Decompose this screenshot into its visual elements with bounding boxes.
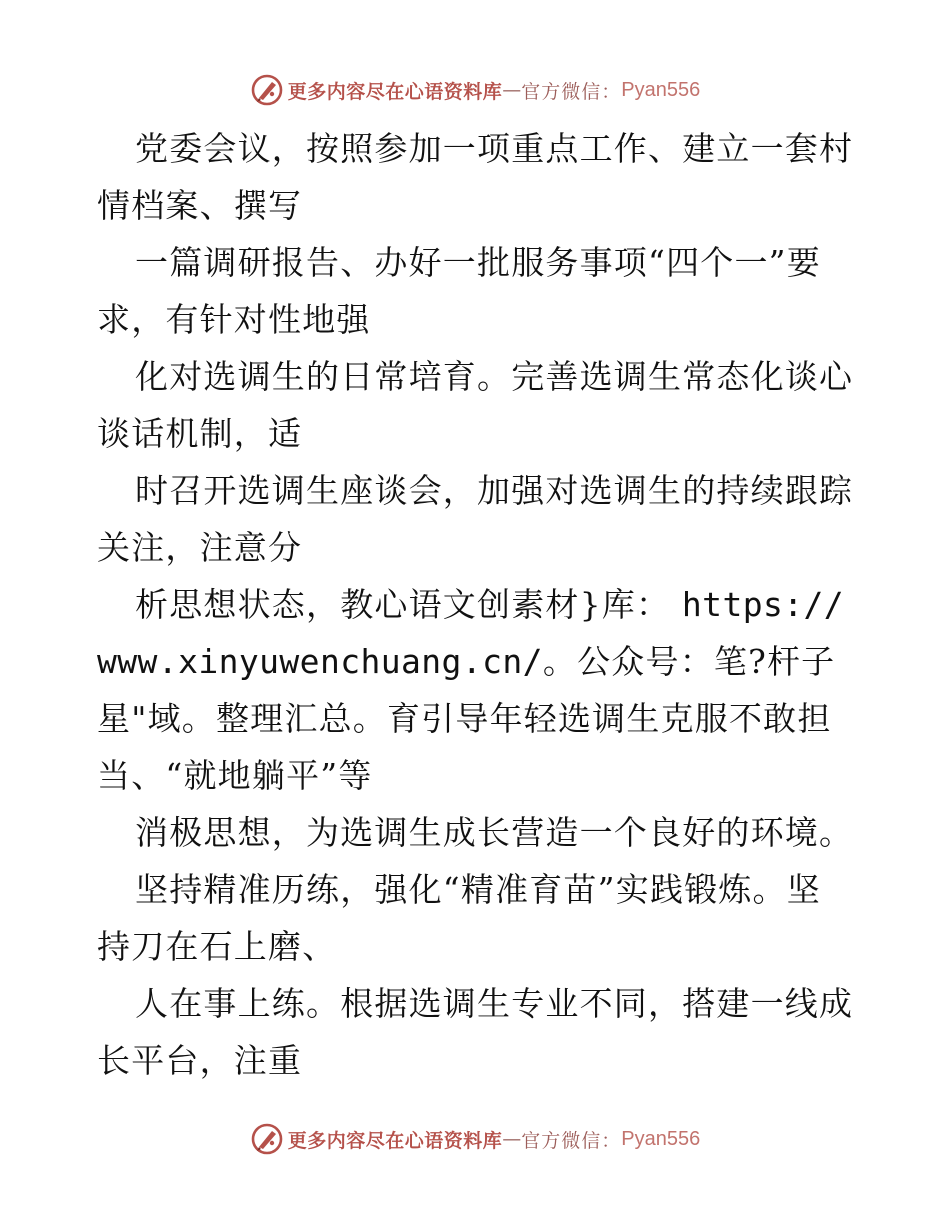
text-line: 一篇调研报告、办好一批服务事项“四个一”要 xyxy=(135,243,821,282)
header-brand: 更多内容尽在心语资料库 xyxy=(287,80,503,103)
text-line: 党委会议，按照参加一项重点工作、建立一套村 xyxy=(135,129,854,168)
footer-brand: 更多内容尽在心语资料库 xyxy=(287,1129,503,1152)
text-segment: 析思想状态，教心语文创素材}库： xyxy=(135,585,671,624)
pen-logo-icon xyxy=(250,1122,284,1156)
text-line: 持刀在石上磨、 xyxy=(97,927,337,966)
footer-wechat-label: 官方微信： xyxy=(521,1129,622,1152)
text-line: 人在事上练。根据选调生专业不同，搭建一线成 xyxy=(135,984,854,1023)
pen-logo-icon xyxy=(250,73,284,107)
footer-dash: — xyxy=(502,1128,522,1150)
body-text xyxy=(97,120,857,1089)
text-segment: 。公众号：笔?杆子 xyxy=(542,642,836,681)
header-wechat-label: 官方微信： xyxy=(521,80,622,103)
text-line: 消极思想，为选调生成长营造一个良好的环境。 xyxy=(135,813,854,852)
url-segment: www.xinyuwenchuang.cn/ xyxy=(97,642,543,681)
header-dash: — xyxy=(502,79,522,101)
header-watermark xyxy=(0,70,950,110)
text-line: 当、“就地躺平”等 xyxy=(97,756,373,795)
text-line: 情档案、撰写 xyxy=(97,186,303,225)
footer-wechat-id: Pyan556 xyxy=(621,1127,701,1150)
text-line: 长平台，注重 xyxy=(97,1041,303,1080)
text-line: 时召开选调生座谈会，加强对选调生的持续跟踪 xyxy=(135,471,854,510)
text-line xyxy=(97,576,857,633)
url-segment: https:// xyxy=(681,585,845,624)
text-line: 谈话机制，适 xyxy=(97,414,303,453)
text-line: 星"域。整理汇总。育引导年轻选调生克服不敢担 xyxy=(97,699,832,738)
text-line: 化对选调生的日常培育。完善选调生常态化谈心 xyxy=(135,357,854,396)
text-line: 求，有针对性地强 xyxy=(97,300,371,339)
text-line xyxy=(97,633,857,690)
text-line: 关注，注意分 xyxy=(97,528,303,567)
footer-watermark xyxy=(0,1119,950,1159)
text-line: 坚持精准历练，强化“精准育苗”实践锻炼。坚 xyxy=(135,870,821,909)
header-wechat-id: Pyan556 xyxy=(621,78,701,101)
